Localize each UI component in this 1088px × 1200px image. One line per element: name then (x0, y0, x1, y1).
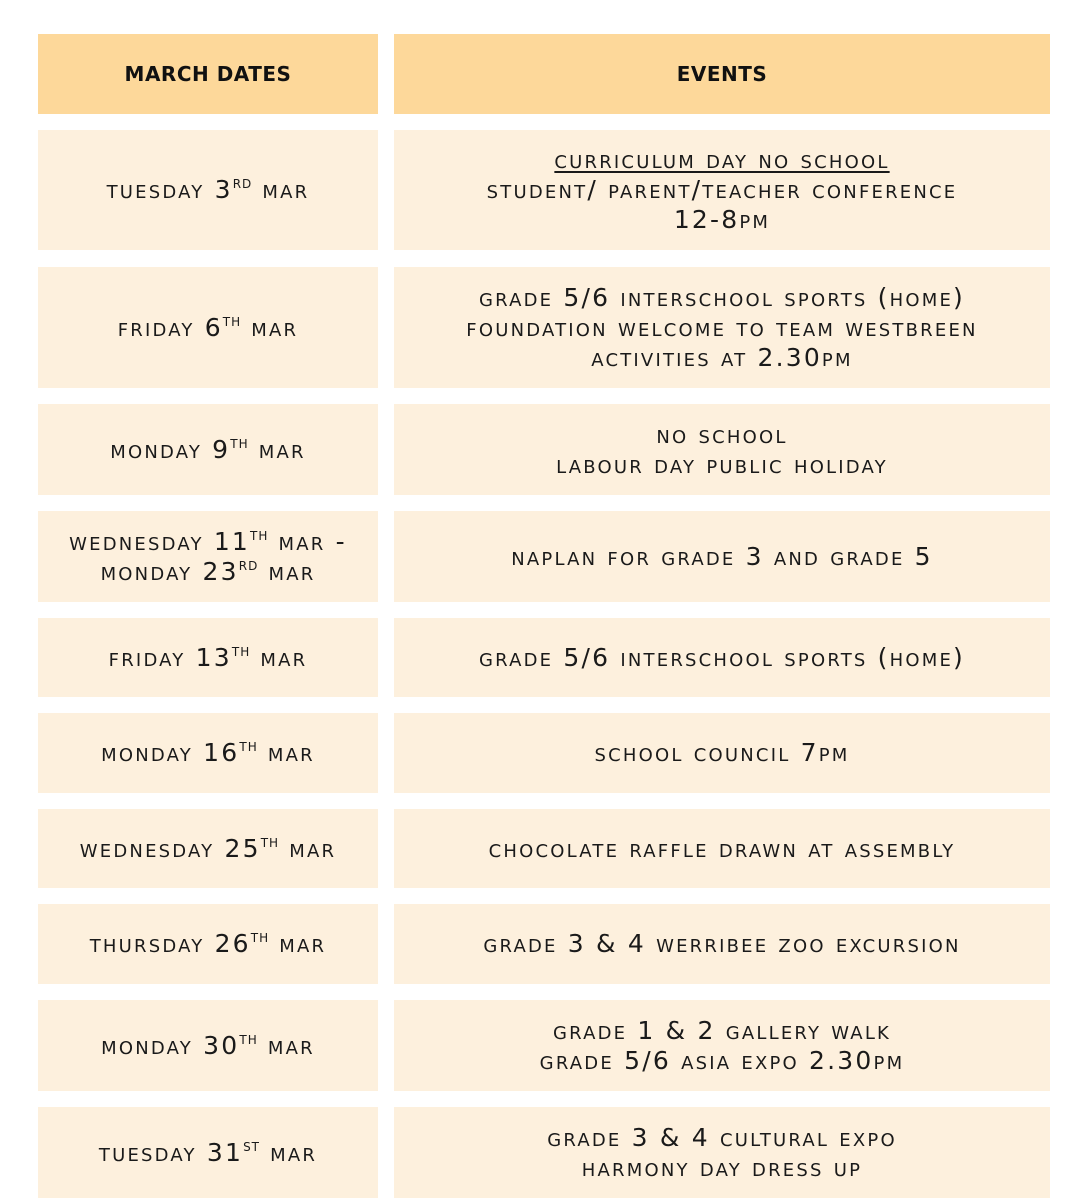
date-line (101, 1031, 315, 1061)
date-line (107, 175, 310, 205)
event-line: grade 5/6 asia expo 2.30pm (539, 1045, 905, 1075)
event-line: student/ parent/teacher conference (486, 175, 958, 204)
date-month: mar (260, 1137, 318, 1167)
date-ordinal-suffix: RD (232, 177, 253, 191)
event-cell (394, 618, 1050, 697)
date-ordinal-suffix: TH (231, 644, 251, 659)
date-ordinal-suffix: TH (239, 740, 258, 754)
date-ordinal-suffix: ST (243, 1139, 261, 1154)
date-text: friday 13 (108, 642, 232, 672)
event-cell (394, 713, 1050, 793)
date-line (109, 643, 308, 673)
event-cell (394, 404, 1050, 495)
event-cell (394, 130, 1050, 250)
date-line (118, 313, 299, 343)
date-line (80, 834, 336, 864)
header-events (394, 34, 1050, 114)
date-line (99, 1138, 317, 1168)
header-march-dates-label: MARCH DATES (124, 62, 292, 86)
date-cell (38, 1107, 378, 1198)
date-cell (38, 267, 378, 388)
date-line (110, 435, 306, 465)
date-line (69, 527, 347, 557)
header-march-dates (38, 34, 378, 114)
event-cell (394, 267, 1050, 388)
date-month: mar (279, 833, 337, 863)
event-cell (394, 511, 1050, 602)
event-cell (394, 1107, 1050, 1198)
event-line: grade 3 & 4 werribee zoo excursion (483, 929, 961, 958)
date-month: mar (257, 1030, 315, 1060)
date-cell (38, 618, 378, 697)
date-text: tuesday 31 (98, 1137, 244, 1167)
date-cell (38, 511, 378, 602)
event-line: labour day public holiday (556, 449, 888, 479)
event-line: school council 7pm (594, 738, 850, 767)
date-month: mar - (268, 526, 347, 556)
date-cell (38, 404, 378, 495)
date-month: mar (248, 434, 306, 464)
date-text: monday 23 (100, 556, 239, 586)
event-cell (394, 809, 1050, 888)
header-events-label: EVENTS (676, 62, 768, 86)
date-ordinal-suffix: TH (250, 528, 269, 543)
date-text: monday 9 (110, 434, 231, 464)
date-ordinal-suffix: TH (250, 931, 270, 945)
date-cell (38, 130, 378, 250)
event-line: grade 5/6 interschool sports (home) (478, 282, 965, 312)
event-line: grade 1 & 2 gallery walk (552, 1015, 892, 1045)
event-line: curriculum day no school (554, 145, 890, 174)
date-cell (38, 713, 378, 793)
date-text: friday 6 (117, 312, 223, 342)
date-cell (38, 904, 378, 984)
date-cell (38, 1000, 378, 1091)
event-cell (394, 1000, 1050, 1091)
event-line: naplan for grade 3 and grade 5 (511, 541, 933, 571)
date-line (90, 929, 327, 959)
date-month: mar (269, 929, 327, 958)
date-line (101, 557, 316, 587)
event-cell (394, 904, 1050, 984)
date-ordinal-suffix: TH (222, 314, 242, 329)
date-ordinal-suffix: TH (239, 1032, 258, 1047)
date-text: thursday 26 (89, 929, 251, 958)
date-text: tuesday 3 (106, 175, 233, 204)
event-line: foundation welcome to team westbreen (466, 312, 978, 342)
date-ordinal-suffix: TH (230, 436, 249, 451)
date-text: monday 30 (101, 1030, 240, 1060)
date-cell (38, 809, 378, 888)
date-month: mar (257, 738, 315, 767)
date-line (101, 738, 315, 768)
date-ordinal-suffix: RD (238, 558, 259, 573)
event-line: chocolate raffle drawn at assembly (488, 833, 956, 863)
event-line: grade 5/6 interschool sports (home) (478, 642, 965, 672)
date-text: monday 16 (101, 738, 240, 767)
date-month: mar (250, 642, 308, 672)
date-month: mar (252, 175, 310, 204)
date-month: mar (241, 312, 299, 342)
event-line: 12-8pm (673, 205, 771, 234)
event-line: grade 3 & 4 cultural expo (547, 1122, 897, 1152)
event-line: no school (656, 419, 788, 449)
event-line: activities at 2.30pm (591, 342, 853, 372)
event-line: harmony day dress up (581, 1152, 863, 1182)
date-month: mar (258, 556, 316, 586)
date-text: wednesday 11 (69, 526, 251, 556)
date-text: wednesday 25 (79, 833, 261, 863)
date-ordinal-suffix: TH (260, 835, 280, 850)
